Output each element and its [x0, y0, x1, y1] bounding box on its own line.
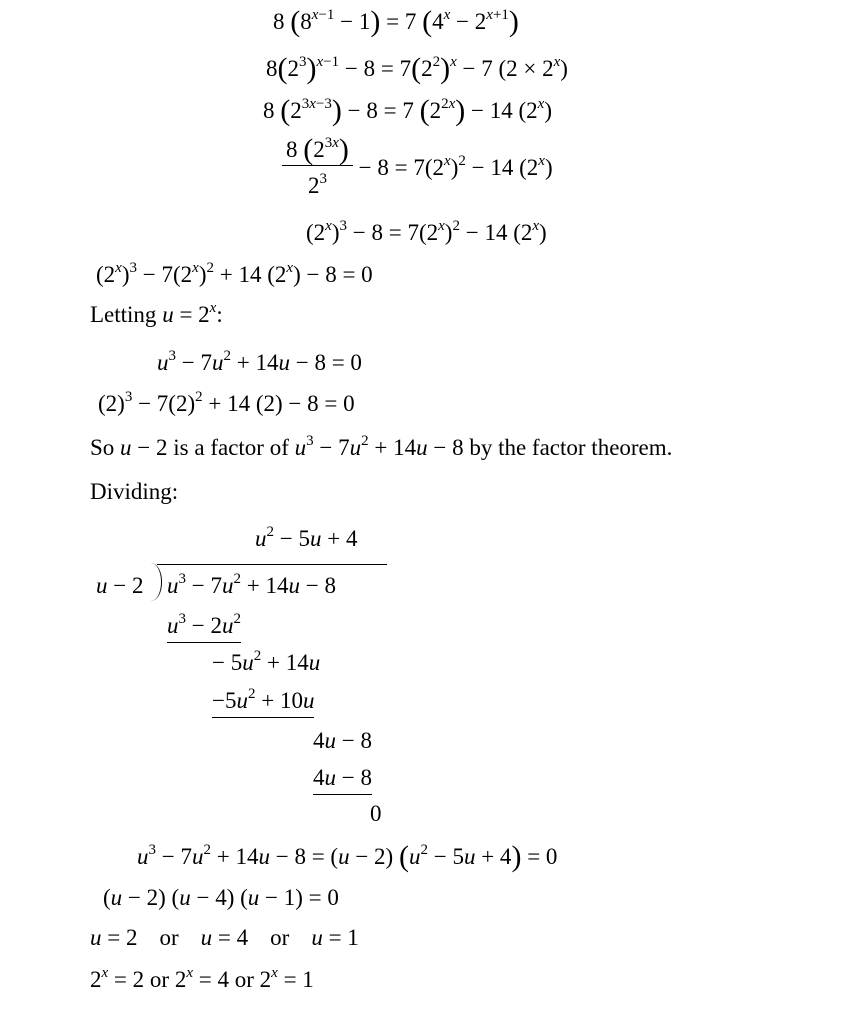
substitution-line: $(2)^3 - 7(2)^2 + 14$ (2) − 8 = 0 — [98, 389, 355, 416]
fully-factored-equation: (u − 2) (u − 4) (u − 1) = 0 — [103, 885, 339, 910]
division-remainder: 0 — [370, 801, 382, 826]
solutions-u: u = 2 or u = 4 or u = 1 — [90, 925, 359, 950]
divisor: u − 2 — [96, 573, 144, 598]
division-step-3: $-5u^2 + 10u$ — [212, 689, 314, 712]
solutions-x: $2^x = 2$ or $2^x = 4$ or $2^x = 1$ — [90, 965, 314, 992]
division-step-2: − $5u^2 + 14u$ — [212, 648, 321, 675]
factor-theorem-text: So u − 2 is a factor of $u^3 - 7u^2 + 14u - 8$ by the factor theorem. — [90, 433, 673, 460]
quotient: $u^2 - 5u + 4$ — [255, 524, 358, 551]
equation-line-1: 8 $(8^{x-1} - 1) = 7$ $(4^x - 2^{x+1})$ — [273, 5, 519, 38]
dividing-label: Dividing: — [90, 479, 179, 504]
dividend: $u^3 - 7u^2 + 14u - 8$ — [167, 571, 336, 598]
letting-text: Letting $u = 2^x$: — [90, 300, 223, 327]
equation-line-6: $(2^x)^3 - 7(2^x)^2 + 14$ $(2^x) - 8 = 0$ — [96, 260, 373, 287]
cubic-equation: $u^3 - 7u^2 + 14u - 8 = 0$ — [157, 348, 362, 375]
division-step-1: $u^3 - 2u^2$ — [167, 614, 241, 637]
division-step-5: 4u − 8 — [313, 766, 372, 789]
fraction: $\frac{8 (2^{3x})}{2^3}$ — [282, 138, 353, 197]
equation-line-4: $\frac{8 (2^{3x})}{2^3}$ − $8 = 7(2^x)^2 - 14$ (2$^x$) — [282, 140, 553, 199]
equation-line-3: 8 $(2^{3x-3}) - 8 = 7$ $(2^{2x}) - 14$ (2$^x$) — [263, 94, 552, 127]
equation-line-5: $(2^x)^3 - 8 = 7(2^x)^2 - 14$ (2$^x$) — [306, 218, 547, 245]
equation-line-2: $8(2^3)^{x-1} - 8 = 7(2^2)^x - 7$ $(2 \times 2^x)$ — [266, 52, 568, 85]
division-step-4: 4u − 8 — [313, 728, 372, 753]
factored-equation: $u^3 - 7u^2 + 14u - 8 = (u - 2) (u^2 - 5u + 4) = 0$ — [137, 840, 558, 873]
